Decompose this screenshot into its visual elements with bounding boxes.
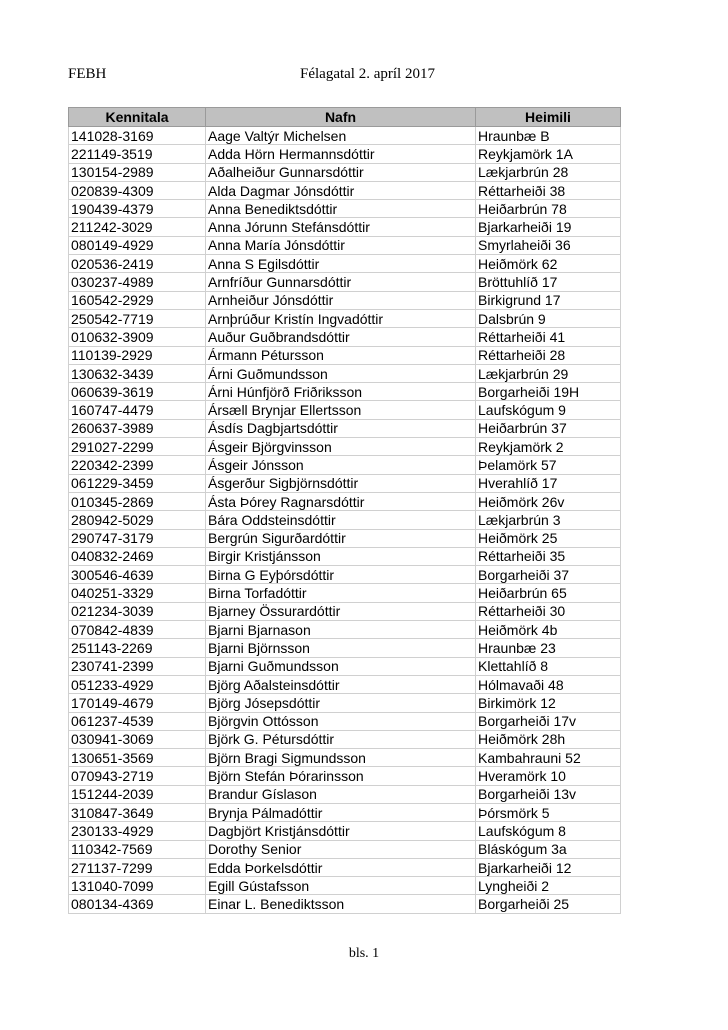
cell-kennitala: 141028-3169: [69, 127, 206, 145]
table-row: [69, 877, 621, 895]
cell-heimili: Heiðmörk 26v: [476, 492, 621, 510]
cell-nafn: Bára Oddsteinsdóttir: [206, 511, 476, 529]
cell-nafn: Anna S Egilsdóttir: [206, 255, 476, 273]
cell-kennitala: 160747-4479: [69, 401, 206, 419]
cell-heimili: Bláskógum 3a: [476, 840, 621, 858]
cell-kennitala: 130154-2989: [69, 163, 206, 181]
table-row: [69, 803, 621, 821]
cell-kennitala: 160542-2929: [69, 291, 206, 309]
cell-heimili: Heiðmörk 28h: [476, 730, 621, 748]
cell-nafn: Björn Stefán Þórarinsson: [206, 767, 476, 785]
cell-heimili: Heiðmörk 25: [476, 529, 621, 547]
cell-kennitala: 030237-4989: [69, 273, 206, 291]
cell-heimili: Heiðarbrún 37: [476, 419, 621, 437]
cell-kennitala: 130651-3569: [69, 749, 206, 767]
table-row: [69, 584, 621, 602]
cell-nafn: Ársæll Brynjar Ellertsson: [206, 401, 476, 419]
table-row: [69, 145, 621, 163]
cell-nafn: Björg Aðalsteinsdóttir: [206, 675, 476, 693]
table-row: [69, 694, 621, 712]
column-header-kennitala: Kennitala: [69, 108, 206, 127]
cell-nafn: Anna María Jónsdóttir: [206, 236, 476, 254]
table-row: [69, 291, 621, 309]
cell-heimili: Hverahlíð 17: [476, 474, 621, 492]
cell-kennitala: 021234-3039: [69, 602, 206, 620]
table-row: [69, 657, 621, 675]
table-row: [69, 255, 621, 273]
table-row: [69, 200, 621, 218]
cell-kennitala: 070943-2719: [69, 767, 206, 785]
cell-heimili: Heiðmörk 4b: [476, 621, 621, 639]
cell-heimili: Dalsbrún 9: [476, 309, 621, 327]
cell-nafn: Björg Jósepsdóttir: [206, 694, 476, 712]
table-row: [69, 438, 621, 456]
table-row: [69, 383, 621, 401]
cell-heimili: Heiðarbrún 78: [476, 200, 621, 218]
document-title: Félagatal 2. apríl 2017: [300, 66, 435, 82]
organization-abbreviation: FEBH: [68, 66, 107, 82]
cell-nafn: Alda Dagmar Jónsdóttir: [206, 181, 476, 199]
cell-nafn: Ármann Pétursson: [206, 346, 476, 364]
cell-nafn: Árni Guðmundsson: [206, 364, 476, 382]
cell-nafn: Anna Jórunn Stefánsdóttir: [206, 218, 476, 236]
table-row: [69, 547, 621, 565]
cell-heimili: Réttarheiði 38: [476, 181, 621, 199]
cell-heimili: Laufskógum 8: [476, 822, 621, 840]
cell-kennitala: 221149-3519: [69, 145, 206, 163]
cell-kennitala: 230133-4929: [69, 822, 206, 840]
cell-kennitala: 110139-2929: [69, 346, 206, 364]
cell-kennitala: 131040-7099: [69, 877, 206, 895]
cell-nafn: Bjarni Bjarnason: [206, 621, 476, 639]
cell-nafn: Björgvin Ottósson: [206, 712, 476, 730]
table-row: [69, 181, 621, 199]
cell-kennitala: 220342-2399: [69, 456, 206, 474]
cell-heimili: Heiðmörk 62: [476, 255, 621, 273]
cell-heimili: Réttarheiði 28: [476, 346, 621, 364]
cell-nafn: Edda Þorkelsdóttir: [206, 858, 476, 876]
cell-heimili: Kambahrauni 52: [476, 749, 621, 767]
table-row: [69, 749, 621, 767]
cell-heimili: Réttarheiði 30: [476, 602, 621, 620]
cell-kennitala: 130632-3439: [69, 364, 206, 382]
cell-heimili: Lækjarbrún 3: [476, 511, 621, 529]
cell-nafn: Ásgeir Björgvinsson: [206, 438, 476, 456]
cell-nafn: Dorothy Senior: [206, 840, 476, 858]
cell-nafn: Ásta Þórey Ragnarsdóttir: [206, 492, 476, 510]
table-row: [69, 840, 621, 858]
column-header-nafn: Nafn: [206, 108, 476, 127]
table-row: [69, 401, 621, 419]
cell-nafn: Brynja Pálmadóttir: [206, 803, 476, 821]
cell-nafn: Björk G. Pétursdóttir: [206, 730, 476, 748]
cell-kennitala: 030941-3069: [69, 730, 206, 748]
table-row: [69, 163, 621, 181]
cell-kennitala: 291027-2299: [69, 438, 206, 456]
cell-nafn: Auður Guðbrandsdóttir: [206, 328, 476, 346]
table-row: [69, 858, 621, 876]
cell-heimili: Bjarkarheiði 12: [476, 858, 621, 876]
table-row: [69, 127, 621, 145]
cell-kennitala: 211242-3029: [69, 218, 206, 236]
table-row: [69, 712, 621, 730]
cell-kennitala: 110342-7569: [69, 840, 206, 858]
table-row: [69, 529, 621, 547]
cell-kennitala: 051233-4929: [69, 675, 206, 693]
table-row: [69, 785, 621, 803]
cell-nafn: Anna Benediktsdóttir: [206, 200, 476, 218]
cell-kennitala: 151244-2039: [69, 785, 206, 803]
cell-nafn: Ásdís Dagbjartsdóttir: [206, 419, 476, 437]
cell-nafn: Dagbjört Kristjánsdóttir: [206, 822, 476, 840]
cell-nafn: Arnþrúður Kristín Ingvadóttir: [206, 309, 476, 327]
cell-nafn: Aage Valtýr Michelsen: [206, 127, 476, 145]
cell-heimili: Reykjamörk 2: [476, 438, 621, 456]
page-number: bls. 1: [348, 946, 380, 961]
column-header-heimili: Heimili: [476, 108, 621, 127]
member-table: [68, 107, 621, 914]
table-row: [69, 273, 621, 291]
cell-nafn: Árni Húnfjörð Friðriksson: [206, 383, 476, 401]
table-row: [69, 621, 621, 639]
cell-heimili: Borgarheiði 13v: [476, 785, 621, 803]
cell-kennitala: 040251-3329: [69, 584, 206, 602]
cell-nafn: Birna G Eyþórsdóttir: [206, 566, 476, 584]
cell-nafn: Ásgeir Jónsson: [206, 456, 476, 474]
cell-heimili: Hólmavaði 48: [476, 675, 621, 693]
cell-nafn: Ásgerður Sigbjörnsdóttir: [206, 474, 476, 492]
cell-kennitala: 251143-2269: [69, 639, 206, 657]
cell-kennitala: 080134-4369: [69, 895, 206, 913]
cell-nafn: Arnfríður Gunnarsdóttir: [206, 273, 476, 291]
cell-kennitala: 280942-5029: [69, 511, 206, 529]
cell-kennitala: 250542-7719: [69, 309, 206, 327]
cell-heimili: Réttarheiði 35: [476, 547, 621, 565]
table-row: [69, 474, 621, 492]
member-table-body: [69, 127, 621, 914]
cell-kennitala: 061229-3459: [69, 474, 206, 492]
table-row: [69, 822, 621, 840]
cell-heimili: Lækjarbrún 29: [476, 364, 621, 382]
cell-kennitala: 260637-3989: [69, 419, 206, 437]
cell-heimili: Borgarheiði 25: [476, 895, 621, 913]
table-row: [69, 767, 621, 785]
cell-kennitala: 290747-3179: [69, 529, 206, 547]
cell-heimili: Borgarheiði 17v: [476, 712, 621, 730]
cell-nafn: Aðalheiður Gunnarsdóttir: [206, 163, 476, 181]
table-row: [69, 675, 621, 693]
table-row: [69, 346, 621, 364]
cell-heimili: Hraunbæ B: [476, 127, 621, 145]
cell-heimili: Þelamörk 57: [476, 456, 621, 474]
table-row: [69, 639, 621, 657]
cell-heimili: Bjarkarheiði 19: [476, 218, 621, 236]
cell-kennitala: 010345-2869: [69, 492, 206, 510]
table-header-row: [69, 108, 621, 127]
cell-heimili: Reykjamörk 1A: [476, 145, 621, 163]
cell-nafn: Bjarney Össurardóttir: [206, 602, 476, 620]
cell-kennitala: 170149-4679: [69, 694, 206, 712]
cell-nafn: Birgir Kristjánsson: [206, 547, 476, 565]
cell-kennitala: 271137-7299: [69, 858, 206, 876]
cell-kennitala: 010632-3909: [69, 328, 206, 346]
cell-kennitala: 020839-4309: [69, 181, 206, 199]
cell-nafn: Arnheiður Jónsdóttir: [206, 291, 476, 309]
cell-kennitala: 040832-2469: [69, 547, 206, 565]
cell-nafn: Adda Hörn Hermannsdóttir: [206, 145, 476, 163]
cell-heimili: Þórsmörk 5: [476, 803, 621, 821]
cell-heimili: Klettahlíð 8: [476, 657, 621, 675]
table-row: [69, 236, 621, 254]
cell-heimili: Lyngheiði 2: [476, 877, 621, 895]
table-row: [69, 456, 621, 474]
cell-heimili: Borgarheiði 37: [476, 566, 621, 584]
table-row: [69, 309, 621, 327]
table-row: [69, 511, 621, 529]
cell-nafn: Bjarni Guðmundsson: [206, 657, 476, 675]
cell-kennitala: 080149-4929: [69, 236, 206, 254]
cell-kennitala: 061237-4539: [69, 712, 206, 730]
cell-heimili: Réttarheiði 41: [476, 328, 621, 346]
cell-kennitala: 060639-3619: [69, 383, 206, 401]
cell-heimili: Smyrlaheiði 36: [476, 236, 621, 254]
cell-heimili: Birkimörk 12: [476, 694, 621, 712]
cell-nafn: Björn Bragi Sigmundsson: [206, 749, 476, 767]
cell-nafn: Egill Gústafsson: [206, 877, 476, 895]
table-row: [69, 218, 621, 236]
cell-kennitala: 070842-4839: [69, 621, 206, 639]
cell-kennitala: 190439-4379: [69, 200, 206, 218]
cell-nafn: Birna Torfadóttir: [206, 584, 476, 602]
table-row: [69, 895, 621, 913]
cell-heimili: Bröttuhlíð 17: [476, 273, 621, 291]
cell-nafn: Einar L. Benediktsson: [206, 895, 476, 913]
cell-heimili: Hveramörk 10: [476, 767, 621, 785]
cell-kennitala: 310847-3649: [69, 803, 206, 821]
cell-heimili: Lækjarbrún 28: [476, 163, 621, 181]
table-row: [69, 730, 621, 748]
table-row: [69, 602, 621, 620]
table-row: [69, 419, 621, 437]
cell-nafn: Bergrún Sigurðardóttir: [206, 529, 476, 547]
table-row: [69, 364, 621, 382]
table-row: [69, 328, 621, 346]
cell-kennitala: 300546-4639: [69, 566, 206, 584]
cell-kennitala: 230741-2399: [69, 657, 206, 675]
cell-heimili: Birkigrund 17: [476, 291, 621, 309]
page-header: [68, 66, 628, 88]
cell-nafn: Brandur Gíslason: [206, 785, 476, 803]
table-row: [69, 566, 621, 584]
cell-heimili: Hraunbæ 23: [476, 639, 621, 657]
table-row: [69, 492, 621, 510]
cell-heimili: Heiðarbrún 65: [476, 584, 621, 602]
cell-kennitala: 020536-2419: [69, 255, 206, 273]
cell-heimili: Borgarheiði 19H: [476, 383, 621, 401]
cell-heimili: Laufskógum 9: [476, 401, 621, 419]
cell-nafn: Bjarni Björnsson: [206, 639, 476, 657]
